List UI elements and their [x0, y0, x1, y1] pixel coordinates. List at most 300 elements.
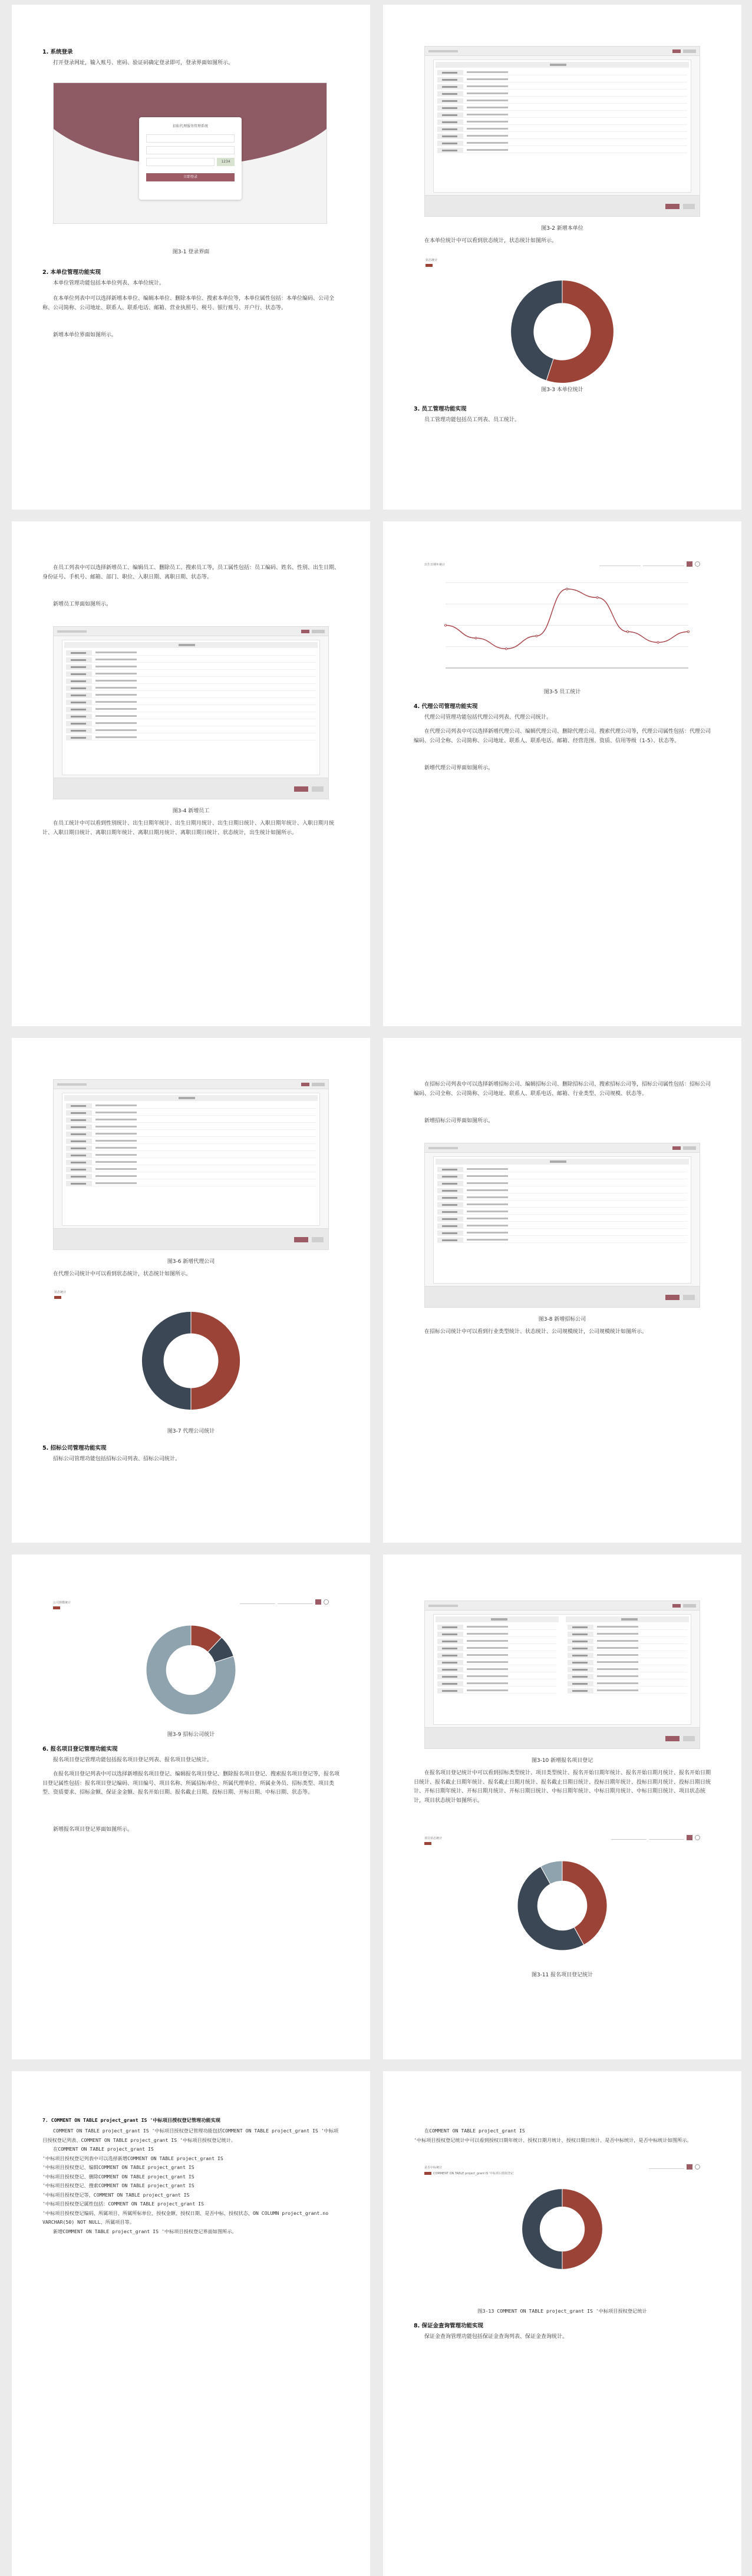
- unit-status-donut: [424, 264, 700, 399]
- document-page-8: [383, 1555, 741, 2059]
- field-input[interactable]: [467, 1175, 508, 1177]
- form-field-row[interactable]: [568, 1624, 687, 1630]
- paragraph: 在本单位列表中可以选择新增本单位、编辑本单位、删除本单位、搜索本单位等，本单位属性包括：本单位编码、公司全称、公司简称、公司地址、联系人、联系电话、邮箱、营业执照号、税号、银行账号、开户行、状态等。: [42, 296, 335, 311]
- paragraph: 在代理公司统计中可以看到状态统计，状态统计如图所示。: [53, 1271, 192, 1277]
- field-input[interactable]: [467, 1668, 508, 1670]
- field-label: [66, 650, 92, 655]
- paragraph: 在COMMENT ON TABLE project_grant IS: [424, 2128, 525, 2134]
- field-input[interactable]: [467, 1626, 508, 1628]
- form-field-row[interactable]: [437, 91, 687, 97]
- paragraph: 新增代理公司界面如图所示。: [424, 765, 494, 771]
- document-page-9: [12, 2071, 370, 2576]
- chart-title: 状态统计: [426, 259, 438, 262]
- field-input[interactable]: [597, 1682, 638, 1684]
- project-status-donut: [424, 1847, 700, 1965]
- field-input[interactable]: [95, 1119, 137, 1120]
- captcha-row: [146, 158, 235, 166]
- figure-caption: 图3-7 代理公司统计: [167, 1428, 215, 1434]
- field-input[interactable]: [95, 1112, 137, 1113]
- figure-caption: 图3-4 新增员工: [172, 808, 210, 814]
- field-input[interactable]: [95, 1140, 137, 1142]
- form-field-row[interactable]: [66, 671, 316, 677]
- form-field-row[interactable]: [568, 1659, 687, 1665]
- field-label: [66, 1139, 92, 1143]
- form-field-row[interactable]: [66, 1152, 316, 1158]
- chart-title: 出生日期年统计: [424, 563, 446, 567]
- field-input[interactable]: [467, 1225, 508, 1226]
- filter-select[interactable]: [611, 1835, 647, 1840]
- paragraph: 在员工统计中可以看到性别统计、出生日期年统计、出生日期月统计、出生日期日统计、入职日期年统计、入职日期月统计、入职日期日统计、离职日期年统计、离职日期月统计、离职日期日统计、状态统计，出生统计如图所示。: [42, 821, 335, 836]
- document-page-5: [12, 1038, 370, 1543]
- field-input[interactable]: [467, 128, 508, 130]
- form-field-row[interactable]: [66, 692, 316, 698]
- field-input[interactable]: [467, 1196, 508, 1198]
- filter-select[interactable]: [649, 2164, 684, 2169]
- field-label: [66, 1174, 92, 1179]
- field-input[interactable]: [597, 1668, 638, 1670]
- field-input[interactable]: [467, 92, 508, 94]
- code-line: '中标项目授权登记等，COMMENT ON TABLE project_grant IS: [42, 2191, 190, 2198]
- grant-win-donut: [424, 2176, 700, 2282]
- form-field-row[interactable]: [437, 1173, 687, 1179]
- field-label: [437, 120, 463, 124]
- search-button[interactable]: [315, 1599, 321, 1605]
- form-field-row[interactable]: [568, 1674, 687, 1679]
- field-input[interactable]: [95, 659, 137, 660]
- code-line: '中标项目授权登记编码、所属项目、所属所标单位、授权金额、授权日期、是否中标、授权状态、ON COLUMN project_grant.no VARCHAR(50) NOT NULL、所属项目等。: [42, 2210, 329, 2225]
- data-point[interactable]: [505, 648, 507, 650]
- field-input[interactable]: [95, 701, 137, 703]
- form-field-row[interactable]: [66, 1145, 316, 1151]
- form-field-row[interactable]: [437, 147, 687, 153]
- form-field-row[interactable]: [437, 1195, 687, 1201]
- form-field-row[interactable]: [66, 650, 316, 656]
- filter-select[interactable]: [649, 1835, 684, 1840]
- field-label: [66, 721, 92, 726]
- form-field-row[interactable]: [66, 1110, 316, 1116]
- paragraph: 在本单位统计中可以看到状态统计，状态统计如图所示。: [424, 238, 558, 244]
- paragraph: 新增招标公司界面如图所示。: [424, 1118, 494, 1124]
- field-label: [437, 1167, 463, 1172]
- field-label: [437, 1216, 463, 1221]
- code-line: '中标项目授权登记、编辑COMMENT ON TABLE project_grant IS: [42, 2164, 194, 2170]
- code-line: '中标项目授权登记、删除COMMENT ON TABLE project_grant IS: [42, 2173, 194, 2180]
- form-field-row[interactable]: [437, 1216, 687, 1222]
- form-field-row[interactable]: [66, 706, 316, 712]
- filter-bar: [599, 561, 700, 567]
- field-input[interactable]: [467, 107, 508, 108]
- form-field-row[interactable]: [66, 1159, 316, 1165]
- paragraph: 在报名项目登记列表中可以选择新增报名项目登记、编辑报名项目登记、删除报名项目登记、搜索报名项目登记等，报名项目登记属性包括：报名项目登记编码、项目编号、项目名称、所属招标单位、所属代理单位、所属业务员、招标类型、项目类型、资质要求、招标金额、保证金金额、报名开始日期、报名截止日期、投标日期、开标日期、中标日期、状态等。: [42, 1771, 340, 1795]
- form-field-row[interactable]: [66, 720, 316, 726]
- form-field-row[interactable]: [437, 1209, 687, 1215]
- form-field-row[interactable]: [437, 1237, 687, 1243]
- legend-swatch: [424, 1842, 431, 1845]
- field-label: [437, 113, 463, 117]
- field-input[interactable]: [95, 1161, 137, 1163]
- form-field-row[interactable]: [66, 713, 316, 719]
- form-field-row[interactable]: [66, 685, 316, 691]
- field-input[interactable]: [95, 694, 137, 696]
- captcha-image[interactable]: 1234: [217, 158, 235, 166]
- section-heading: 6. 报名项目登记管理功能实现: [42, 1746, 118, 1752]
- refresh-icon[interactable]: [695, 561, 700, 567]
- field-label: [66, 1103, 92, 1108]
- bidder-scale-donut: [53, 1611, 329, 1729]
- form-field-row[interactable]: [66, 735, 316, 740]
- line-chart-panel: [424, 563, 700, 686]
- field-input[interactable]: [467, 1189, 508, 1191]
- search-button[interactable]: [687, 1835, 692, 1840]
- field-label: [568, 1681, 593, 1686]
- document-page-1: [12, 5, 370, 510]
- form-field-row[interactable]: [66, 657, 316, 663]
- field-input[interactable]: [467, 135, 508, 137]
- form-field-row[interactable]: [568, 1681, 687, 1687]
- field-label: [66, 728, 92, 733]
- form-field-row[interactable]: [66, 664, 316, 670]
- field-label: [66, 707, 92, 712]
- field-input[interactable]: [597, 1647, 638, 1649]
- form-field-row[interactable]: [437, 77, 687, 82]
- figure-caption: 图3-5 员工统计: [543, 689, 581, 695]
- form-field-row[interactable]: [66, 1117, 316, 1123]
- form-field-row[interactable]: [437, 1638, 557, 1644]
- form-field-row[interactable]: [437, 98, 687, 104]
- figure-caption: 图3-13 COMMENT ON TABLE project_grant IS '中标项目授权登记统计: [477, 2308, 647, 2314]
- document-page-4: [383, 521, 741, 1026]
- field-input[interactable]: [95, 673, 137, 674]
- login-title: 招标代理服务管理系统: [172, 124, 208, 128]
- refresh-icon[interactable]: [324, 1599, 329, 1605]
- paragraph: 招标公司管理功能包括招标公司列表、招标公司统计。: [53, 1456, 181, 1462]
- form-field-row[interactable]: [568, 1645, 687, 1651]
- data-point[interactable]: [626, 631, 628, 633]
- form-field-row[interactable]: [66, 678, 316, 684]
- refresh-icon[interactable]: [695, 1835, 700, 1840]
- field-label: [568, 1625, 593, 1629]
- field-input[interactable]: [467, 1682, 508, 1684]
- field-label: [568, 1660, 593, 1665]
- paragraph: 报名项目登记管理功能包括报名项目登记列表、报名项目登记统计。: [53, 1757, 213, 1763]
- add-employee-form-screenshot: [53, 626, 329, 799]
- section-heading: 3. 员工管理功能实现: [414, 406, 467, 412]
- field-input[interactable]: [95, 729, 137, 731]
- paragraph: 本单位管理功能包括本单位列表、本单位统计。: [53, 280, 165, 286]
- form-field-row[interactable]: [437, 1688, 557, 1694]
- form-field-row[interactable]: [66, 1124, 316, 1130]
- field-input[interactable]: [597, 1689, 638, 1691]
- field-input[interactable]: [467, 78, 508, 80]
- form-field-row[interactable]: [568, 1652, 687, 1658]
- form-field-row[interactable]: [437, 119, 687, 125]
- field-input[interactable]: [597, 1626, 638, 1628]
- field-label: [437, 1209, 463, 1214]
- field-input[interactable]: [467, 100, 508, 101]
- form-field-row[interactable]: [437, 1645, 557, 1651]
- field-input[interactable]: [467, 121, 508, 123]
- field-label: [437, 134, 463, 138]
- field-input[interactable]: [95, 1147, 137, 1149]
- field-input[interactable]: [467, 149, 508, 151]
- field-input[interactable]: [95, 1126, 137, 1127]
- field-input[interactable]: [95, 652, 137, 653]
- field-input[interactable]: [597, 1661, 638, 1663]
- search-button[interactable]: [687, 561, 692, 567]
- field-label: [437, 1688, 463, 1693]
- field-input[interactable]: [467, 1689, 508, 1691]
- field-input[interactable]: [597, 1640, 638, 1642]
- password-input[interactable]: [146, 146, 235, 154]
- code-line: 新增COMMENT ON TABLE project_grant IS '中标项目授权登记界面如图所示。: [53, 2228, 237, 2234]
- section-heading: 8. 保证金查询管理功能实现: [414, 2323, 484, 2329]
- code-line: '中标项目授权登记属性包括：COMMENT ON TABLE project_grant IS: [42, 2201, 205, 2207]
- refresh-icon[interactable]: [695, 2164, 700, 2170]
- form-field-row[interactable]: [437, 1180, 687, 1186]
- form-field-row[interactable]: [568, 1631, 687, 1637]
- field-label: [66, 735, 92, 740]
- figure-caption: 图3-2 新增本单位: [541, 226, 583, 232]
- field-input[interactable]: [95, 1175, 137, 1177]
- field-label: [437, 1660, 463, 1665]
- field-label: [437, 1681, 463, 1686]
- captcha-input[interactable]: [146, 158, 215, 166]
- field-label: [437, 1238, 463, 1242]
- field-label: [66, 1125, 92, 1129]
- figure-caption: 图3-8 新增招标公司: [538, 1317, 586, 1322]
- paragraph: 在员工列表中可以选择新增员工、编辑员工、删除员工、搜索员工等，员工属性包括：员工编码、姓名、性别、出生日期、身份证号、手机号、邮箱、部门、职位、入职日期、离职日期、状态等。: [42, 565, 340, 580]
- chart-title: 是否中标统计: [424, 2166, 443, 2170]
- field-input[interactable]: [467, 1647, 508, 1649]
- paragraph: 员工管理功能包括员工列表、员工统计。: [424, 417, 520, 423]
- form-field-row[interactable]: [437, 1631, 557, 1637]
- add-project-form-screenshot: [424, 1601, 700, 1749]
- form-field-row[interactable]: [437, 1166, 687, 1172]
- paragraph: '中标项目授权登记统计中可以看到授权日期年统计、授权日期月统计、授权日期日统计、是否中标统计，是否中标统计如图所示。: [414, 2137, 692, 2143]
- form-field-row[interactable]: [437, 1202, 687, 1208]
- field-input[interactable]: [467, 1661, 508, 1663]
- filter-bar: [611, 1835, 700, 1840]
- field-label: [568, 1667, 593, 1672]
- field-label: [437, 84, 463, 89]
- form-field-row[interactable]: [437, 105, 687, 111]
- field-label: [66, 664, 92, 669]
- form-field-row[interactable]: [437, 1652, 557, 1658]
- field-label: [437, 1653, 463, 1658]
- field-input[interactable]: [467, 1640, 508, 1642]
- form-field-row[interactable]: [437, 126, 687, 132]
- field-label: [66, 1117, 92, 1122]
- field-input[interactable]: [467, 1654, 508, 1656]
- field-input[interactable]: [467, 1633, 508, 1635]
- form-field-row[interactable]: [437, 70, 687, 75]
- field-input[interactable]: [95, 680, 137, 682]
- filter-select[interactable]: [278, 1599, 313, 1604]
- field-input[interactable]: [597, 1654, 638, 1656]
- field-label: [66, 1110, 92, 1115]
- form-field-row[interactable]: [568, 1666, 687, 1672]
- form-field-row[interactable]: [437, 1674, 557, 1679]
- field-input[interactable]: [467, 71, 508, 73]
- filter-bar: [649, 2164, 700, 2170]
- paragraph: 新增报名项目登记界面如图所示。: [53, 1827, 133, 1833]
- document-page-6: [383, 1038, 741, 1543]
- field-label: [437, 1231, 463, 1235]
- data-point[interactable]: [475, 637, 477, 639]
- field-input[interactable]: [467, 85, 508, 87]
- form-field-row[interactable]: [66, 1173, 316, 1179]
- field-input[interactable]: [95, 736, 137, 738]
- chart-panel: [53, 1290, 329, 1426]
- filter-select[interactable]: [240, 1599, 275, 1604]
- pie-slice[interactable]: [522, 2189, 562, 2270]
- field-input[interactable]: [95, 1182, 137, 1184]
- form-field-row[interactable]: [437, 133, 687, 139]
- data-point[interactable]: [444, 624, 446, 626]
- employee-birth-year-line-chart: [424, 571, 700, 686]
- form-field-row[interactable]: [437, 1223, 687, 1229]
- code-line: '中标项目授权登记、搜索COMMENT ON TABLE project_grant IS: [42, 2183, 194, 2188]
- username-input[interactable]: [146, 134, 235, 143]
- filter-select[interactable]: [599, 561, 641, 566]
- form-field-row[interactable]: [66, 1103, 316, 1109]
- add-unit-form-screenshot: [424, 46, 700, 217]
- chart-title: 状态统计: [54, 1291, 67, 1294]
- pie-slice[interactable]: [562, 2189, 602, 2270]
- form-field-row[interactable]: [437, 84, 687, 90]
- document-page-10: [383, 2071, 741, 2576]
- field-input[interactable]: [597, 1633, 638, 1635]
- field-input[interactable]: [95, 715, 137, 717]
- legend-label: COMMENT ON TABLE project_grant IS '中标项目授权登记: [433, 2172, 514, 2175]
- form-field-row[interactable]: [66, 699, 316, 705]
- field-label: [437, 1223, 463, 1228]
- field-label: [437, 70, 463, 75]
- filter-bar: [240, 1599, 329, 1605]
- data-point[interactable]: [657, 641, 659, 643]
- field-input[interactable]: [95, 1168, 137, 1170]
- login-button[interactable]: 立即登录: [146, 173, 235, 181]
- field-label: [437, 98, 463, 103]
- field-input[interactable]: [467, 1239, 508, 1241]
- form-field-row[interactable]: [568, 1638, 687, 1644]
- search-button[interactable]: [687, 2164, 692, 2170]
- field-input[interactable]: [95, 1105, 137, 1106]
- field-label: [437, 1632, 463, 1636]
- filter-select[interactable]: [643, 561, 684, 566]
- paragraph: 新增员工界面如图所示。: [53, 601, 112, 607]
- form-field-row[interactable]: [437, 1659, 557, 1665]
- form-field-row[interactable]: [66, 1180, 316, 1186]
- field-label: [66, 1146, 92, 1150]
- field-input[interactable]: [95, 1154, 137, 1156]
- field-label: [66, 1160, 92, 1165]
- form-field-row[interactable]: [66, 1138, 316, 1144]
- pie-slice[interactable]: [191, 1311, 240, 1410]
- chart-legend: [53, 1606, 62, 1610]
- form-field-row[interactable]: [437, 1188, 687, 1193]
- login-screenshot: [53, 82, 327, 224]
- data-point[interactable]: [596, 597, 598, 598]
- data-point[interactable]: [536, 635, 537, 637]
- field-label: [437, 1195, 463, 1200]
- field-label: [437, 1639, 463, 1644]
- field-input[interactable]: [95, 722, 137, 724]
- field-label: [437, 1625, 463, 1629]
- field-label: [437, 1646, 463, 1651]
- field-input[interactable]: [467, 114, 508, 115]
- chart-panel: [424, 258, 700, 399]
- data-point[interactable]: [566, 588, 568, 590]
- form-field-row[interactable]: [437, 1624, 557, 1630]
- form-field-row[interactable]: [437, 112, 687, 118]
- paragraph: 新增本单位界面如图所示。: [53, 332, 117, 338]
- form-field-row[interactable]: [66, 728, 316, 733]
- figure-caption: 图3-10 新增报名项目登记: [531, 1758, 593, 1764]
- form-field-row[interactable]: [437, 1230, 687, 1236]
- section-heading: 2. 本单位管理功能实现: [42, 269, 101, 276]
- field-label: [437, 1674, 463, 1679]
- chart-panel: [53, 1601, 329, 1730]
- field-input[interactable]: [467, 1203, 508, 1205]
- field-label: [437, 1188, 463, 1193]
- pie-slice[interactable]: [141, 1311, 191, 1410]
- form-field-row[interactable]: [66, 1131, 316, 1137]
- field-label: [437, 127, 463, 131]
- paragraph: 在报名项目登记统计中可以看到招标类型统计、项目类型统计、报名开始日期年统计、报名开始日期月统计、报名开始日期日统计、报名截止日期年统计、报名截止日期月统计、报名截止日期日统计、投标日期年统计、投标日期月统计、投标日期日统计、开标日期年统计、开标日期月统计、开标日期日统计、中标日期年统计、中标日期月统计、中标日期日统计、项目状态统计，项目状态统计如图所示。: [414, 1770, 711, 1804]
- field-input[interactable]: [467, 1232, 508, 1234]
- section-heading: 4. 代理公司管理功能实现: [414, 703, 478, 710]
- field-label: [66, 693, 92, 697]
- field-label: [568, 1688, 593, 1693]
- field-input[interactable]: [467, 1182, 508, 1184]
- field-input[interactable]: [467, 1211, 508, 1212]
- document-page-2: [383, 5, 741, 510]
- field-label: [568, 1646, 593, 1651]
- form-field-row[interactable]: [568, 1688, 687, 1694]
- code-line: 在COMMENT ON TABLE project_grant IS: [53, 2146, 154, 2152]
- field-input[interactable]: [467, 1675, 508, 1677]
- form-field-row[interactable]: [437, 1681, 557, 1687]
- paragraph: 在代理公司列表中可以选择新增代理公司、编辑代理公司、删除代理公司、搜索代理公司等，代理公司属性包括：代理公司编码、公司全称、公司简称、公司地址、联系人、联系电话、邮箱、经营范围、资质、信用等级（1-5）、状态等。: [414, 729, 711, 744]
- field-input[interactable]: [597, 1675, 638, 1677]
- field-label: [437, 1667, 463, 1672]
- field-label: [66, 1181, 92, 1186]
- legend-swatch: [53, 1606, 60, 1609]
- chart-title: 公司规模统计: [53, 1601, 71, 1605]
- field-input[interactable]: [95, 708, 137, 710]
- section-heading: 1. 系统登录: [42, 49, 73, 55]
- field-input[interactable]: [467, 1168, 508, 1170]
- field-label: [437, 141, 463, 146]
- field-input[interactable]: [95, 1133, 137, 1135]
- form-field-row[interactable]: [437, 1666, 557, 1672]
- field-input[interactable]: [95, 687, 137, 689]
- field-input[interactable]: [467, 1218, 508, 1219]
- data-point[interactable]: [687, 631, 689, 633]
- agency-status-donut: [53, 1296, 329, 1426]
- field-input[interactable]: [95, 666, 137, 667]
- field-label: [568, 1639, 593, 1644]
- field-label: [437, 105, 463, 110]
- field-input[interactable]: [467, 142, 508, 144]
- form-field-row[interactable]: [66, 1166, 316, 1172]
- chart-panel: [424, 2165, 700, 2283]
- form-field-row[interactable]: [437, 140, 687, 146]
- document-page-7: [12, 1555, 370, 2059]
- legend-swatch: [424, 2172, 431, 2175]
- chart-panel: [424, 1836, 700, 1966]
